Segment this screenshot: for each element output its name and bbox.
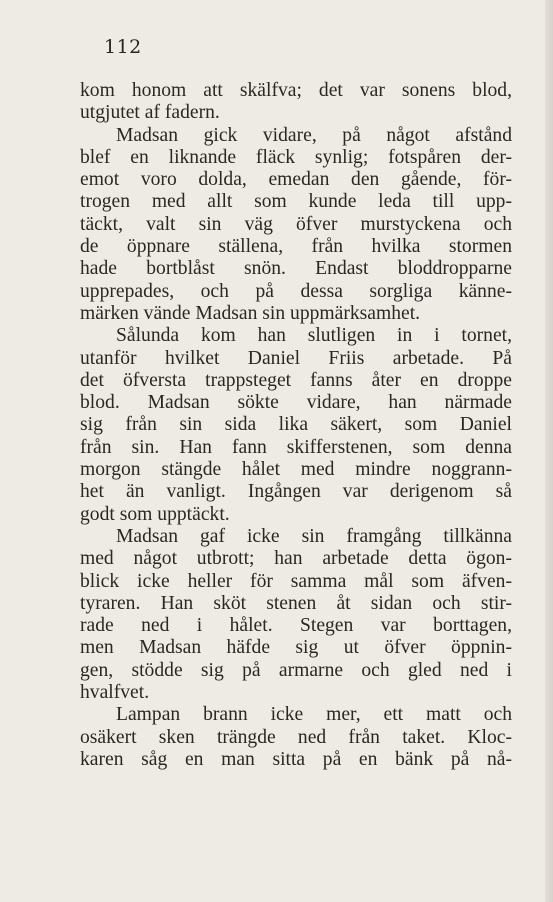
text-line: kom honom att skälfva; det var sonens blod, xyxy=(80,80,512,101)
text-line: blod. Madsan sökte vidare, han närmade xyxy=(80,392,512,414)
text-line: trogen med allt som kunde leda till upp- xyxy=(80,191,512,213)
text-line: från sin. Han fann skifferstenen, som denna xyxy=(80,436,512,458)
text-line: godt som upptäckt. xyxy=(80,503,230,525)
page-edge xyxy=(545,0,553,902)
body-text xyxy=(80,80,512,771)
text-line: med något utbrott; han arbetade detta ögon- xyxy=(80,548,512,570)
text-line: hvalfvet. xyxy=(80,682,150,704)
text-line: upprepades, och på dessa sorgliga känne- xyxy=(80,280,512,302)
text-line: emot voro dolda, emedan den gående, för- xyxy=(80,169,512,191)
text-line: men Madsan häfde sig ut öfver öppnin- xyxy=(80,637,512,659)
text-line: utgjutet af fadern. xyxy=(80,102,220,124)
text-line: Madsan gick vidare, på något afstånd xyxy=(116,124,512,146)
text-line: det öfversta trappsteget fanns åter en droppe xyxy=(80,369,512,391)
text-line: rade ned i hålet. Stegen var borttagen, xyxy=(80,615,512,637)
page-number: 112 xyxy=(104,36,142,58)
text-line: Lampan brann icke mer, ett matt och xyxy=(116,704,512,726)
text-line: karen såg en man sitta på en bänk på nå- xyxy=(80,748,512,770)
text-line: de öppnare ställena, från hvilka stormen xyxy=(80,236,512,258)
text-line: morgon stängde hålet med mindre noggrann- xyxy=(80,459,512,481)
text-line: blef en liknande fläck synlig; fotspåren der- xyxy=(80,146,512,168)
text-line: Sålunda kom han slutligen in i tornet, xyxy=(116,325,512,347)
text-line: utanför hvilket Daniel Friis arbetade. På xyxy=(80,347,512,369)
text-line: märken vände Madsan sin uppmärksamhet. xyxy=(80,302,421,324)
text-line: osäkert sken trängde ned från taket. Kloc- xyxy=(80,726,512,748)
text-line: Madsan gaf icke sin framgång tillkänna xyxy=(116,525,512,547)
text-line: blick icke heller för samma mål som äfven- xyxy=(80,570,512,592)
text-line: tyraren. Han sköt stenen åt sidan och stir- xyxy=(80,592,512,614)
text-line: täckt, valt sin väg öfver murstyckena och xyxy=(80,213,512,235)
text-line: het än vanligt. Ingången var derigenom så xyxy=(80,481,512,503)
text-line: sig från sin sida lika säkert, som Daniel xyxy=(80,414,512,436)
text-line: gen, stödde sig på armarne och gled ned i xyxy=(80,659,512,681)
text-line: hade bortblåst snön. Endast bloddropparne xyxy=(80,258,512,280)
